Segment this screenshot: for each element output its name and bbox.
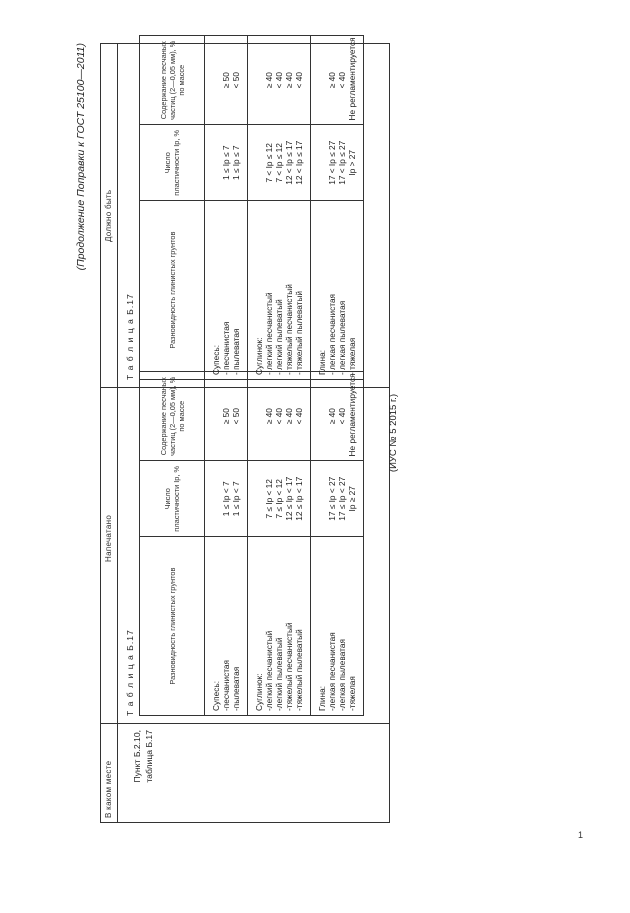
sand-content-cell <box>248 372 311 461</box>
plasticity-cell <box>205 125 248 201</box>
cell-line <box>211 40 221 120</box>
plasticity-cell <box>311 125 364 201</box>
cell-line: < 40 <box>294 72 304 89</box>
cell-line <box>317 376 327 456</box>
cell-line: -легкий пылеватый <box>274 637 284 711</box>
cell-line: < 40 <box>337 408 347 425</box>
cell-line: - легкий песчанистый <box>264 292 274 375</box>
cell-line: Суглинок: <box>254 337 264 375</box>
cell-line: Глина: <box>317 349 327 375</box>
cell-line: - пылеватая <box>231 328 241 375</box>
cell-line <box>211 129 221 196</box>
sand-content-cell <box>205 36 248 125</box>
sand-content-cell <box>311 36 364 125</box>
sand-content-cell <box>311 372 364 461</box>
cell-line: - легкая песчанистая <box>327 293 337 375</box>
plasticity-cell <box>311 461 364 537</box>
cell-line <box>317 465 327 532</box>
cell-line: ≥ 50 <box>221 408 231 425</box>
header-note: (Продолжение Поправки к ГОСТ 25100—2011) <box>75 43 87 271</box>
page-number: 1 <box>578 830 584 840</box>
cell-line <box>317 129 327 196</box>
header-soil-variety: Разновидность глинистых грунтов <box>140 201 205 380</box>
cell-line <box>254 129 264 196</box>
header-soil-variety: Разновидность глинистых грунтов <box>140 537 205 716</box>
column-header-where: В каком месте <box>104 760 113 818</box>
cell-line: 1 ≤ Iр < 7 <box>231 481 241 517</box>
cell-line: 12 ≤ Iр < 17 <box>294 476 304 521</box>
cell-line <box>254 376 264 456</box>
cell-line: < 40 <box>274 408 284 425</box>
printed-table <box>139 371 364 716</box>
cell-line: 17 < Iр ≤ 27 <box>337 140 347 185</box>
cell-line: Глина: <box>317 685 327 711</box>
amendment-column-headers <box>101 44 118 822</box>
table-row <box>205 36 248 380</box>
cell-line <box>211 376 221 456</box>
rotated-page-content <box>70 37 400 823</box>
cell-line: - тяжелый пылеватый <box>294 290 304 375</box>
cell-line: -пылеватая <box>231 666 241 711</box>
cell-line: -легкая песчанистая <box>327 632 337 711</box>
header-sand-content: Содержание песчаных частиц (2—0,05 мм), % по массе <box>140 372 205 461</box>
header-plasticity-index: Число пластичности Iр, % <box>140 125 205 201</box>
plasticity-cell <box>248 461 311 537</box>
cell-line: ≥ 40 <box>327 408 337 425</box>
cell-line: Iр > 27 <box>347 149 357 176</box>
cell-line: - легкий пылеватый <box>274 299 284 375</box>
plasticity-cell <box>248 125 311 201</box>
cell-line <box>317 40 327 120</box>
cell-line: 17 ≤ Iр < 27 <box>337 476 347 521</box>
cell-line: 7 ≤ Iр < 12 <box>264 479 274 519</box>
cell-line: ≥ 40 <box>284 72 294 89</box>
cell-line <box>254 465 264 532</box>
cell-line: - тяжелый песчанистый <box>284 284 294 375</box>
soil-type-cell <box>248 201 311 380</box>
cell-line: -тяжелый песчанистый <box>284 622 294 711</box>
table-row <box>248 372 311 716</box>
cell-line: < 50 <box>231 408 241 425</box>
header-plasticity-index: Число пластичности Iр, % <box>140 461 205 537</box>
table-row <box>248 36 311 380</box>
cell-line: Не регламентируется <box>347 373 357 457</box>
cell-line: - песчанистая <box>221 321 231 375</box>
corrected-table-title: Т а б л и ц а Б.17 <box>125 293 135 380</box>
cell-line: Суглинок: <box>254 673 264 711</box>
cell-line: ≥ 40 <box>264 408 274 425</box>
plasticity-cell <box>205 461 248 537</box>
table-row <box>205 372 248 716</box>
cell-line: -тяжелый пылеватый <box>294 629 304 711</box>
soil-type-cell <box>311 537 364 716</box>
amendment-location: Пункт Б.2.10, таблица Б.17 <box>132 730 154 783</box>
cell-line: 7 < Iр ≤ 12 <box>264 143 274 183</box>
cell-line: ≥ 40 <box>327 72 337 89</box>
cell-line: 7 ≤ Iр < 12 <box>274 479 284 519</box>
table-header-row <box>140 36 205 380</box>
sand-content-cell <box>248 36 311 125</box>
printed-table-title: Т а б л и ц а Б.17 <box>125 629 135 716</box>
cell-line: -легкий песчанистый <box>264 630 274 711</box>
cell-line: 1 ≤ Iр ≤ 7 <box>221 145 231 181</box>
cell-line: 12 < Iр ≤ 17 <box>284 140 294 185</box>
corrected-table <box>139 35 364 380</box>
column-header-should-be: Должно быть <box>104 189 113 242</box>
cell-line: -легкая пылеватая <box>337 639 347 711</box>
sand-content-cell <box>205 372 248 461</box>
soil-type-cell <box>205 201 248 380</box>
cell-line: -тяжелая <box>347 676 357 711</box>
cell-line: ≥ 40 <box>264 72 274 89</box>
cell-line: 12 ≤ Iр < 17 <box>284 476 294 521</box>
soil-type-cell <box>205 537 248 716</box>
soil-type-cell <box>311 201 364 380</box>
cell-line: < 40 <box>337 72 347 89</box>
amendment-table <box>100 37 390 823</box>
cell-line <box>211 465 221 532</box>
cell-line: 1 ≤ Iр ≤ 7 <box>231 145 241 181</box>
cell-line: - тяжелая <box>347 337 357 375</box>
cell-line: Не регламентируется <box>347 37 357 121</box>
footnote: (ИУС № 5 2015 г.) <box>388 393 399 473</box>
header-sand-content: Содержание песчаных частиц (2—0,05 мм), % по массе <box>140 36 205 125</box>
table-row <box>311 372 364 716</box>
cell-line: 12 < Iр ≤ 17 <box>294 140 304 185</box>
cell-line: < 40 <box>274 72 284 89</box>
cell-line: 17 ≤ Iр < 27 <box>327 476 337 521</box>
cell-line: ≥ 40 <box>284 408 294 425</box>
cell-line: Супесь: <box>211 344 221 375</box>
cell-line: < 50 <box>231 72 241 89</box>
cell-line: Iр ≥ 27 <box>347 486 357 512</box>
cell-line: 1 ≤ Iр < 7 <box>221 481 231 517</box>
cell-line: < 40 <box>294 408 304 425</box>
column-divider <box>101 723 389 724</box>
cell-line: 17 < Iр ≤ 27 <box>327 140 337 185</box>
cell-line: 7 < Iр ≤ 12 <box>274 143 284 183</box>
cell-line: ≥ 50 <box>221 72 231 89</box>
table-header-row <box>140 372 205 716</box>
table-row <box>311 36 364 380</box>
soil-type-cell <box>248 537 311 716</box>
cell-line: - легкая пылеватая <box>337 300 347 375</box>
column-header-printed: Напечатано <box>104 514 113 562</box>
cell-line: -песчанистая <box>221 659 231 711</box>
cell-line: Супесь: <box>211 680 221 711</box>
cell-line <box>254 40 264 120</box>
